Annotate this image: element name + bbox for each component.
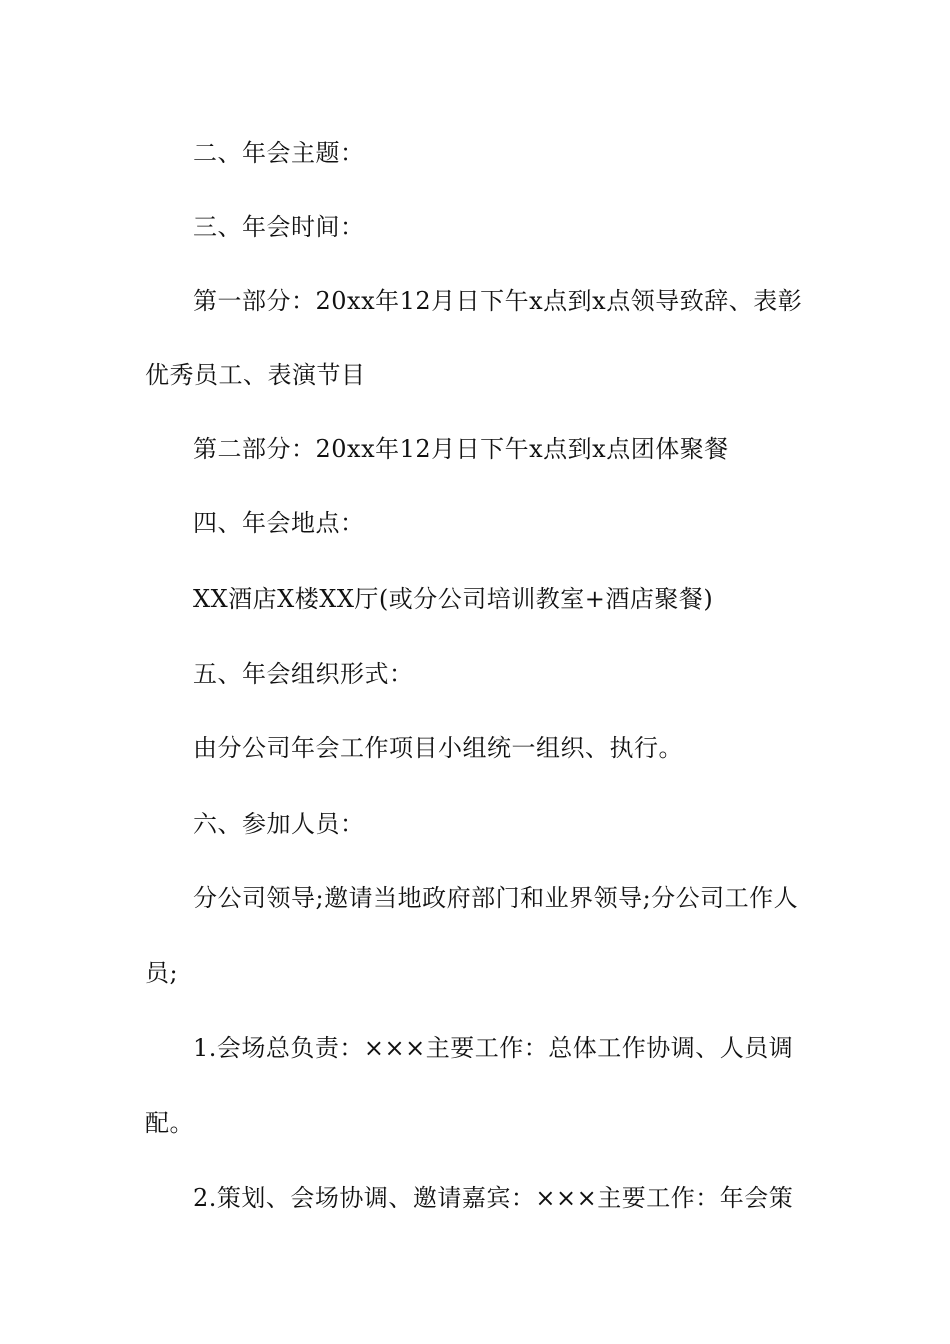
heading-time: 三、年会时间： <box>193 213 365 241</box>
paragraph-location: XX酒店X楼XX厅(或分公司培训教室+酒店聚餐) <box>193 585 714 613</box>
heading-participants: 六、参加人员： <box>193 810 365 838</box>
paragraph-participants: 分公司领导;邀请当地政府部门和业界领导;分公司工作人 <box>193 884 799 912</box>
heading-location: 四、年会地点： <box>193 509 365 537</box>
paragraph-part-one: 第一部分：20xx年12月日下午x点到x点领导致辞、表彰 <box>193 287 803 315</box>
list-item-venue-lead-continued: 配。 <box>145 1109 194 1137</box>
paragraph-part-one-continued: 优秀员工、表演节目 <box>145 361 366 389</box>
paragraph-part-two: 第二部分：20xx年12月日下午x点到x点团体聚餐 <box>193 435 729 463</box>
paragraph-participants-continued: 员; <box>145 959 179 987</box>
list-item-venue-lead: 1.会场总负责：×××主要工作：总体工作协调、人员调 <box>193 1034 794 1062</box>
heading-theme: 二、年会主题： <box>193 139 365 167</box>
heading-organization: 五、年会组织形式： <box>193 660 414 688</box>
paragraph-organization: 由分公司年会工作项目小组统一组织、执行。 <box>193 734 683 762</box>
list-item-planning: 2.策划、会场协调、邀请嘉宾：×××主要工作：年会策 <box>193 1184 794 1212</box>
